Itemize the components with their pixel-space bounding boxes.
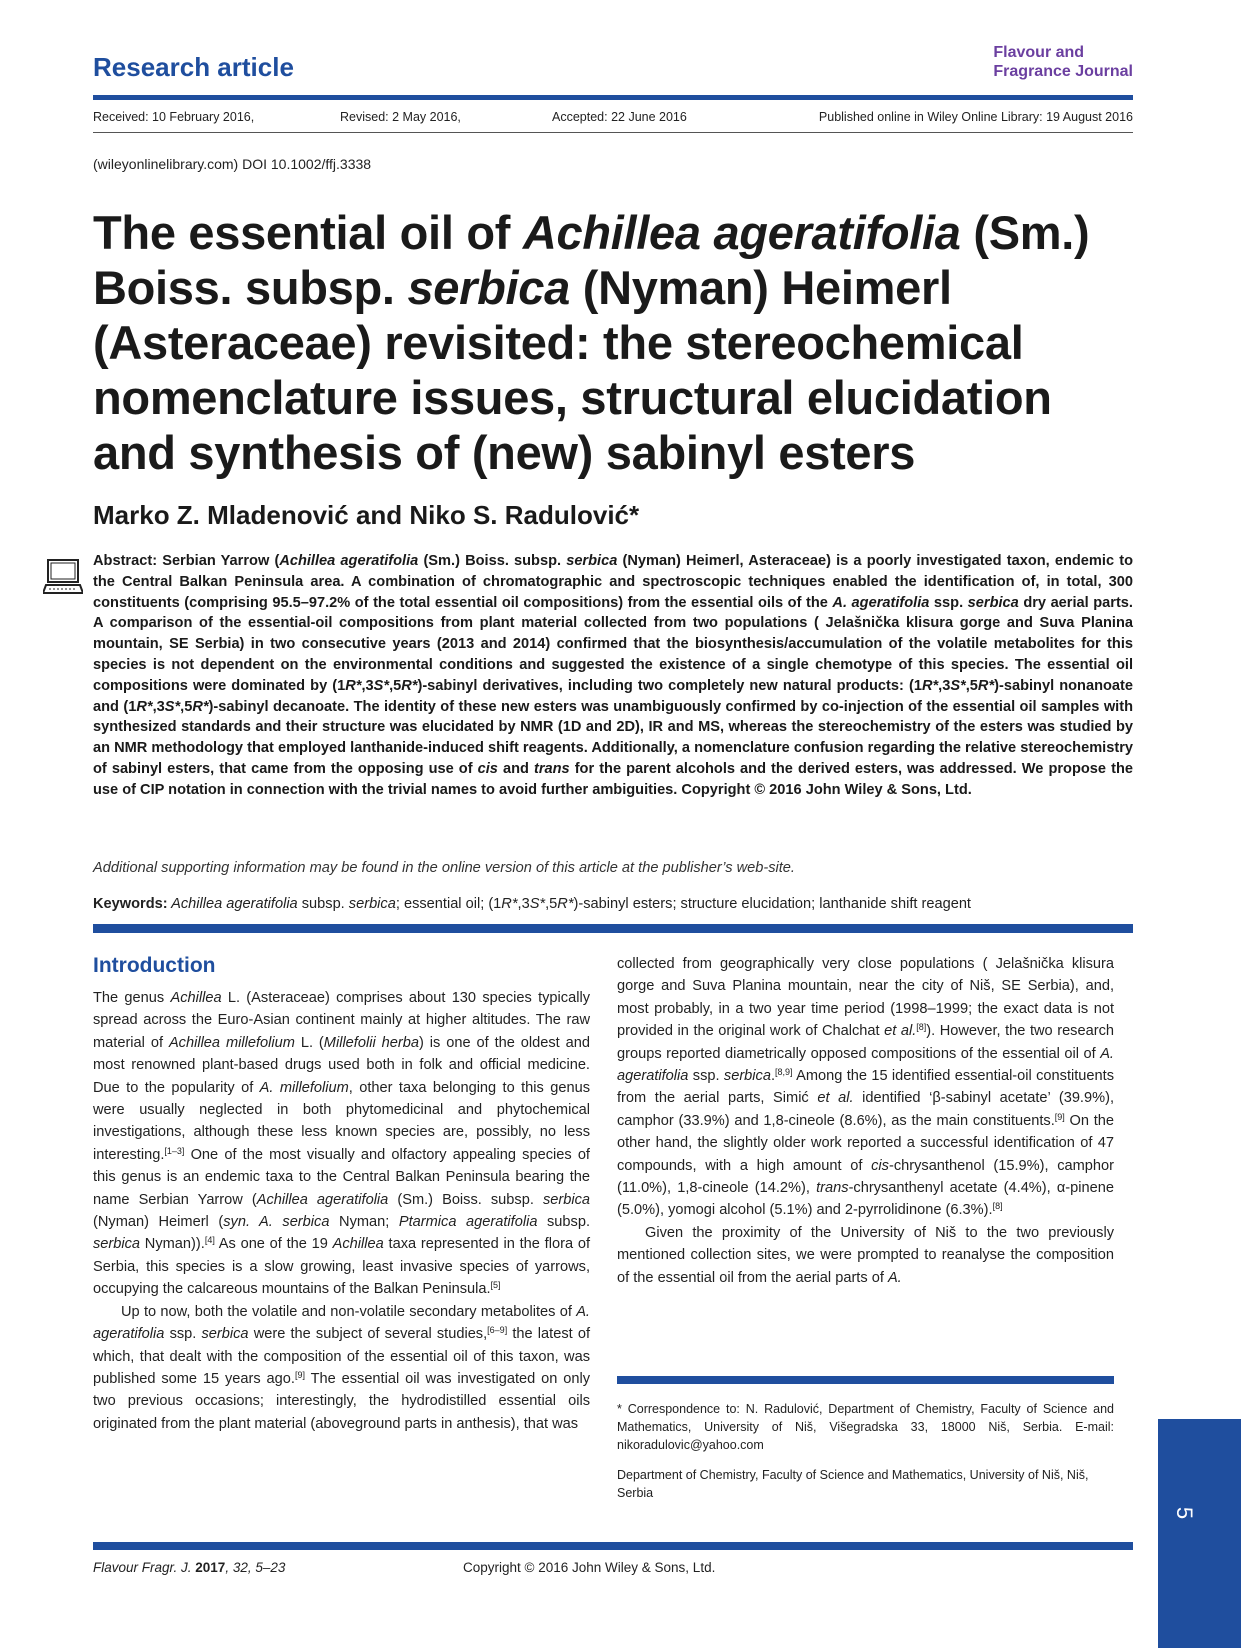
- abstract: Abstract: Serbian Yarrow (Achillea ageratifolia (Sm.) Boiss. subsp. serbica (Nyman) Heimerl, Asteraceae) is a poorly investigated taxon, endemic to the Central Balkan Peninsula area. A combination of chromatographic and spectroscopic techniques enabled the identification of, in total, 300 constituents (comprising 95.5–97.2% of the total essential oil compositions) from the essential oils of the A. ageratifolia ssp. serbica dry aerial parts. A comparison of the essential-oil compositions from plant material collected from two populations ( Jelašnička klisura gorge and Suva Planina mountain, SE Serbia) in two consecutive years (2013 and 2014) confirmed that the biosynthesis/accumulation of the volatile metabolites for this species is not dependent on the environmental conditions and suggested the existence of a single chemotype of this species. The essential oil compositions were dominated by (1R*,3S*,5R*)-sabinyl derivatives, including two completely new natural products: (1R*,3S*,5R*)-sabinyl nonanoate and (1R*,3S*,5R*)-sabinyl decanoate. The identity of these new esters was unambiguously confirmed by co-injection of the essential oil samples with synthesized standards and their structure was elucidated by NMR (1D and 2D), IR and MS, whereas the stereochemistry of the esters was studied by an NMR methodology that employed lanthanide-induced shift reagents. Additionally, a nomenclature confusion regarding the relative stereochemistry of sabinyl esters, that came from the opposing use of cis and trans for the parent alcohols and the derived esters, was addressed. We propose the use of CIP notation in connection with the trivial names to avoid further ambiguities. Copyright © 2016 John Wiley & Sons, Ltd.: [93, 553, 1134, 798]
- right-column: [617, 953, 1114, 1289]
- revised-date: Revised: 2 May 2016,: [340, 110, 461, 124]
- paragraph: The genus Achillea L. (Asteraceae) comprises about 130 species typically spread across the Euro-Asian continent mainly at higher altitudes. The raw material of Achillea millefolium L. (Millefolii herba) is one of the oldest and most renowned plant-based drugs used both in folk and official medicine. Due to the popularity of A. millefolium, other taxa belonging to this genus were usually neglected in both phytomedicinal and phytochemical investigations, although these less known species are, possibly, no less interesting.[1–3] One of the most visually and olfactory appealing species of this genus is an endemic taxa to the Central Balkan Peninsula bearing the name Serbian Yarrow (Achillea ageratifolia (Sm.) Boiss. subsp. serbica (Nyman) Heimerl (syn. A. serbica Nyman; Ptarmica ageratifolia subsp. serbica Nyman)).[4] As one of the 19 Achillea taxa represented in the flora of Serbia, this species is a slow growing, least invasive species of yarrows, occupying the calcareous mountains of the Balkan Peninsula.[5]: [93, 990, 591, 1298]
- page-tab: [1158, 1419, 1241, 1648]
- left-column: [93, 987, 590, 1435]
- journal-logo-line1: Flavour and: [993, 44, 1085, 61]
- section-label: Research article: [93, 52, 294, 82]
- paragraph: Up to now, both the volatile and non-volatile secondary metabolites of A. ageratifolia ssp. serbica were the subject of several studies,[6–9] the latest of which, that dealt with the composition of the essential oil of this taxon, was published some 15 years ago.[9] The essential oil was investigated on only two previous occasions; interestingly, the hydrodistilled essential oils originated from the plant material (aboveground parts in anthesis), that was: [93, 1303, 591, 1432]
- doi[interactable]: (wileyonlinelibrary.com) DOI 10.1002/ffj.3338: [93, 156, 372, 172]
- citation[interactable]: [9]: [1054, 1111, 1065, 1122]
- section-heading-introduction: Introduction: [93, 954, 216, 977]
- citation[interactable]: [8]: [916, 1022, 927, 1033]
- footnote-rule: [617, 1376, 1114, 1384]
- footer-rule: [93, 1542, 1133, 1550]
- article-title: The essential oil of Achillea ageratifolia (Sm.) Boiss. subsp. serbica (Nyman) Heimerl (Asteraceae) revisited: the stereochemical nomenclature issues, structural elucidation and synthesis of (new) sabinyl esters: [93, 206, 1090, 479]
- citation[interactable]: [8]: [992, 1201, 1003, 1212]
- citation[interactable]: [5]: [490, 1280, 501, 1291]
- paragraph: Given the proximity of the University of Niš to the two previously mentioned collection sites, we were prompted to reanalyse the composition of the essential oil from the aerial parts of A.: [617, 1224, 1114, 1286]
- journal-logo: [993, 43, 1133, 81]
- correspondence-footnote: * Correspondence to: N. Radulović, Department of Chemistry, Faculty of Science and Mathematics, University of Niš, Višegradska 33, 18000 Niš, Serbia. E-mail: nikoradulovic@yahoo.com: [617, 1402, 1114, 1452]
- page-number: 5: [1172, 1506, 1198, 1520]
- citation[interactable]: [1–3]: [164, 1145, 185, 1156]
- supporting-info-note: Additional supporting information may be found in the online version of this article at the publisher’s web-site.: [93, 860, 795, 876]
- citation[interactable]: [8,9]: [775, 1067, 793, 1078]
- computer-icon: [43, 557, 83, 597]
- footer-copyright: Copyright © 2016 John Wiley & Sons, Ltd.: [463, 1560, 716, 1575]
- authors: Marko Z. Mladenović and Niko S. Radulović*: [93, 500, 640, 530]
- citation[interactable]: [6–9]: [487, 1325, 508, 1336]
- received-date: Received: 10 February 2016,: [93, 110, 255, 124]
- keywords-rule: [93, 924, 1133, 933]
- header-rule: [93, 95, 1133, 100]
- keywords: Keywords: Achillea ageratifolia subsp. serbica; essential oil; (1R*,3S*,5R*)-sabinyl esters; structure elucidation; lanthanide shift reagent: [93, 896, 971, 912]
- journal-logo-line2: Fragrance Journal: [993, 63, 1133, 80]
- citation[interactable]: [4]: [204, 1235, 215, 1246]
- paragraph: collected from geographically very close populations ( Jelašnička klisura gorge and Suva Planina mountain, near the city of Niš, SE Serbia), and, most probably, in a two year time period (1998–1999; the exact data is not provided in the original work of Chalchat et al.[8]). However, the two research groups reported diametrically opposed compositions of the essential oil of A. ageratifolia ssp. serbica.[8,9] Among the 15 identified essential-oil constituents from the aerial parts, Simić et al. identified ‘β-sabinyl acetate’ (39.9%), camphor (33.9%) and 1,8-cineole (8.6%), as the main constituents.[9] On the other hand, the slightly older work reported a successful identification of 47 compounds, with a high amount of cis-chrysanthenol (15.9%), camphor (11.0%), 1,8-cineole (14.2%), trans-chrysanthenyl acetate (4.4%), α-pinene (5.0%), yomogi alcohol (5.1%) and 2-pyrrolidinone (6.3%).[8]: [617, 956, 1115, 1219]
- published-date: Published online in Wiley Online Library: 19 August 2016: [818, 110, 1133, 124]
- citation[interactable]: [9]: [294, 1369, 305, 1380]
- dates-rule: [93, 132, 1133, 133]
- accepted-date: Accepted: 22 June 2016: [552, 110, 687, 124]
- affiliation: Department of Chemistry, Faculty of Science and Mathematics, University of Niš, Niš, Serbia: [617, 1468, 1089, 1500]
- footer-citation: Flavour Fragr. J. 2017, 32, 5–23: [93, 1560, 286, 1575]
